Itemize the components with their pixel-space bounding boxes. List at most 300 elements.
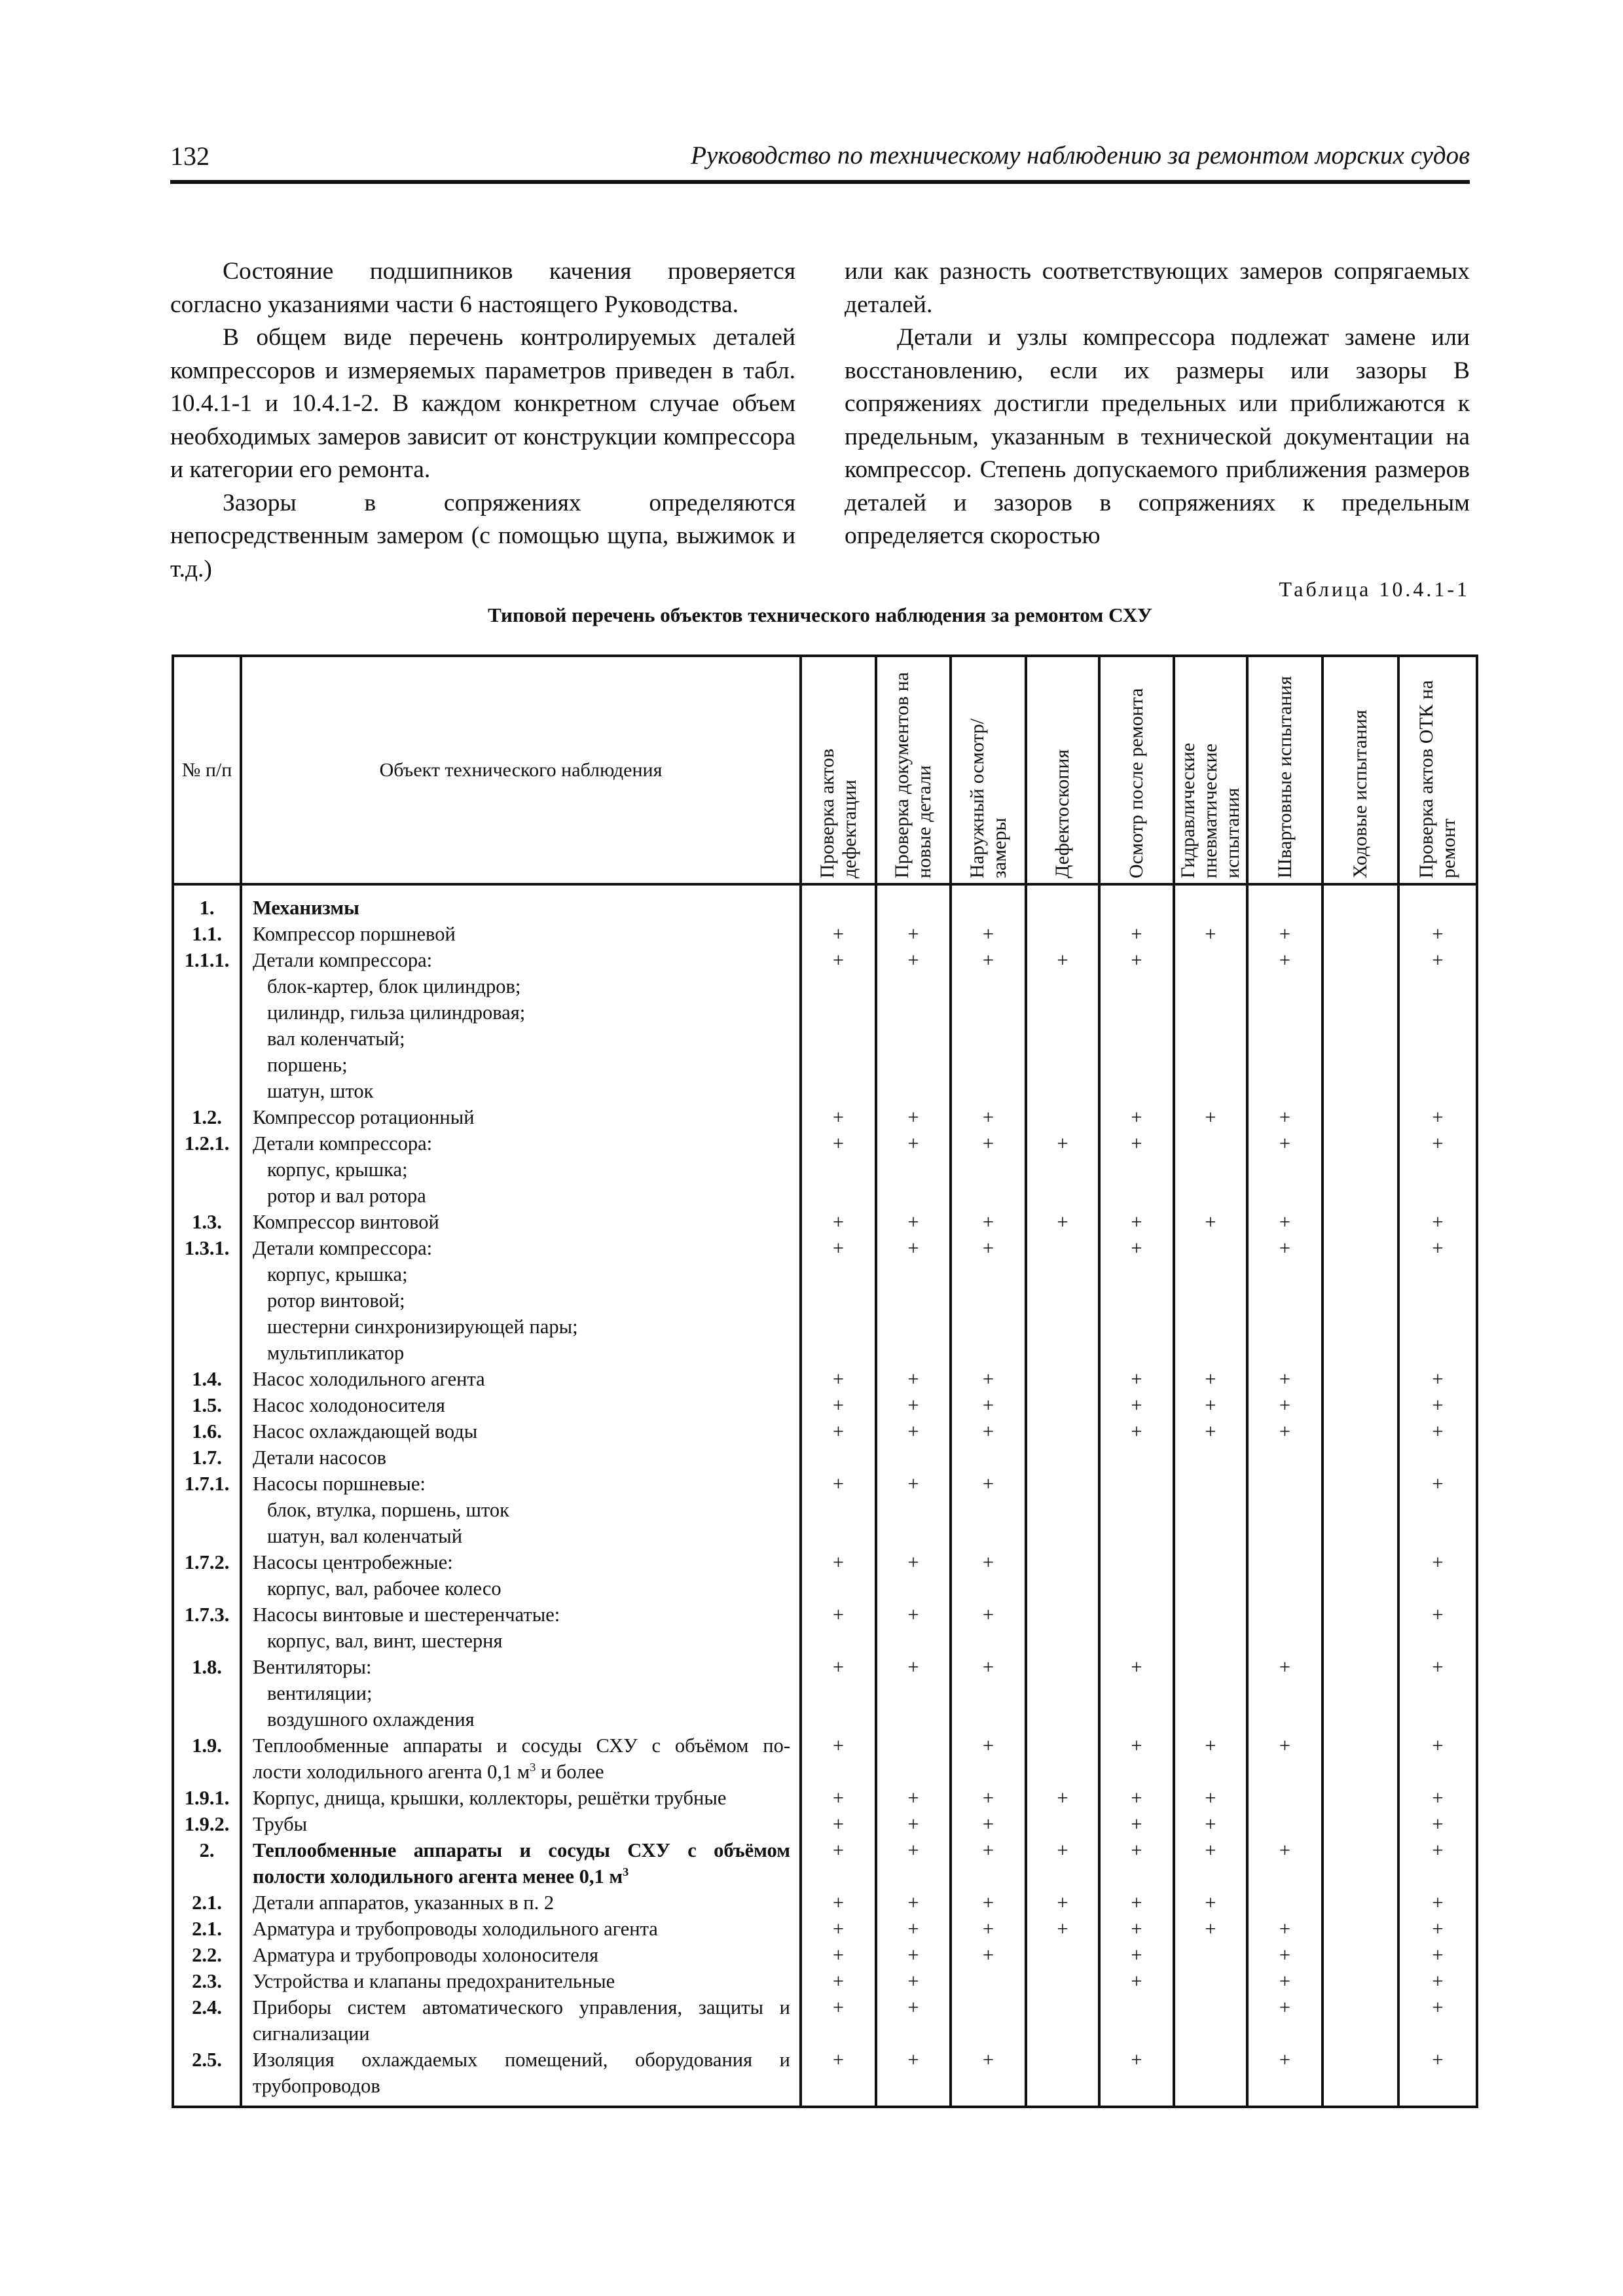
row-number: 1.6. bbox=[173, 1418, 241, 1444]
table-row bbox=[173, 1785, 1477, 1811]
check-mark-cell: + bbox=[801, 1968, 876, 1994]
check-mark-cell: + bbox=[1174, 1104, 1247, 1130]
check-mark-cell: + bbox=[1099, 1837, 1174, 1890]
row-number: 1.3. bbox=[173, 1209, 241, 1235]
check-mark-cell bbox=[1026, 1471, 1099, 1549]
check-mark-cell: + bbox=[801, 921, 876, 947]
object-line: Насосы винтовые и шестеренчатые: bbox=[253, 1604, 560, 1626]
table-row bbox=[173, 884, 1477, 921]
check-mark-cell: + bbox=[1099, 1392, 1174, 1418]
check-mark-cell: + bbox=[951, 1654, 1026, 1732]
check-mark-cell bbox=[951, 1444, 1026, 1471]
object-line: Насос охлаждающей воды bbox=[253, 1420, 478, 1443]
row-object bbox=[241, 1890, 801, 1916]
object-line: Вентиляторы: bbox=[253, 1656, 372, 1678]
check-mark-cell: + bbox=[951, 1942, 1026, 1968]
check-mark-cell: + bbox=[1398, 1235, 1477, 1366]
row-object bbox=[241, 1392, 801, 1418]
check-mark-cell bbox=[1026, 1444, 1099, 1471]
page-number: 132 bbox=[170, 141, 210, 171]
check-mark-cell: + bbox=[876, 1366, 951, 1392]
check-mark-cell bbox=[1322, 1602, 1398, 1654]
check-mark-cell: + bbox=[876, 921, 951, 947]
table-row bbox=[173, 1732, 1477, 1785]
object-subitem: корпус, крышка; bbox=[267, 1263, 408, 1285]
check-mark-cell: + bbox=[1247, 1654, 1322, 1732]
row-object bbox=[241, 1471, 801, 1549]
check-mark-cell: + bbox=[801, 1392, 876, 1418]
table-row bbox=[173, 1418, 1477, 1444]
object-subitem: воздушного охлаждения bbox=[267, 1708, 475, 1731]
check-mark-cell: + bbox=[951, 1785, 1026, 1811]
check-mark-cell bbox=[1174, 2047, 1247, 2107]
header-check bbox=[1174, 656, 1247, 884]
check-mark-cell bbox=[1026, 1994, 1099, 2047]
check-mark-cell: + bbox=[1398, 1732, 1477, 1785]
check-mark-cell: + bbox=[1398, 1209, 1477, 1235]
row-object bbox=[241, 1916, 801, 1942]
object-line: Механизмы bbox=[253, 897, 359, 919]
check-mark-cell bbox=[1026, 1732, 1099, 1785]
check-mark-cell bbox=[1322, 1209, 1398, 1235]
check-mark-cell: + bbox=[876, 1130, 951, 1209]
check-mark-cell: + bbox=[801, 1602, 876, 1654]
check-mark-cell bbox=[1174, 1968, 1247, 1994]
check-mark-cell: + bbox=[1174, 1916, 1247, 1942]
check-mark-cell: + bbox=[876, 1837, 951, 1890]
header-object: Объект технического наблюдения bbox=[241, 656, 801, 884]
table-number: Таблица 10.4.1-1 bbox=[1279, 577, 1470, 601]
check-mark-cell bbox=[1026, 1811, 1099, 1837]
check-mark-cell bbox=[951, 884, 1026, 921]
check-mark-cell: + bbox=[876, 1968, 951, 1994]
check-mark-cell: + bbox=[951, 1209, 1026, 1235]
check-mark-cell: + bbox=[876, 1235, 951, 1366]
row-number: 1.4. bbox=[173, 1366, 241, 1392]
check-mark-cell: + bbox=[951, 2047, 1026, 2107]
check-mark-cell: + bbox=[951, 1235, 1026, 1366]
check-mark-cell bbox=[1322, 1549, 1398, 1602]
row-object bbox=[241, 1732, 801, 1785]
check-mark-cell: + bbox=[951, 1130, 1026, 1209]
table-row bbox=[173, 1994, 1477, 2047]
check-mark-cell: + bbox=[1099, 1732, 1174, 1785]
check-mark-cell: + bbox=[876, 1602, 951, 1654]
table-row bbox=[173, 1602, 1477, 1654]
check-mark-cell bbox=[1099, 1549, 1174, 1602]
object-subitem: блок, втулка, поршень, шток bbox=[267, 1499, 509, 1521]
check-mark-cell: + bbox=[1247, 1235, 1322, 1366]
check-mark-cell: + bbox=[1026, 947, 1099, 1104]
check-mark-cell: + bbox=[1174, 1732, 1247, 1785]
object-line: Детали аппаратов, указанных в п. 2 bbox=[253, 1892, 555, 1914]
check-mark-cell: + bbox=[1099, 1366, 1174, 1392]
check-mark-cell: + bbox=[951, 1471, 1026, 1549]
object-subitem: шатун, вал коленчатый bbox=[267, 1525, 463, 1547]
row-number: 1.9. bbox=[173, 1732, 241, 1785]
check-mark-cell: + bbox=[1026, 1890, 1099, 1916]
check-mark-cell: + bbox=[801, 1235, 876, 1366]
check-mark-cell: + bbox=[1099, 2047, 1174, 2107]
check-mark-cell: + bbox=[1174, 1209, 1247, 1235]
check-mark-cell bbox=[951, 1968, 1026, 1994]
left-column bbox=[170, 255, 795, 586]
check-mark-cell bbox=[1174, 1654, 1247, 1732]
row-object bbox=[241, 2047, 801, 2107]
check-mark-cell: + bbox=[1099, 1209, 1174, 1235]
check-mark-cell bbox=[1174, 1942, 1247, 1968]
object-line: Корпус, днища, крышки, коллекторы, решётки трубные bbox=[253, 1787, 727, 1809]
row-object bbox=[241, 1209, 801, 1235]
check-mark-cell bbox=[1026, 1942, 1099, 1968]
check-mark-cell bbox=[1026, 1104, 1099, 1130]
object-line: Детали компрессора: bbox=[253, 1237, 433, 1259]
table-header-row bbox=[173, 656, 1477, 884]
row-object bbox=[241, 1837, 801, 1890]
check-mark-cell: + bbox=[1099, 1654, 1174, 1732]
page-header bbox=[170, 141, 1470, 184]
row-object bbox=[241, 1418, 801, 1444]
paragraph: В общем виде перечень контролируемых деталей компрессоров и измеряемых параметров приведен в табл. 10.4.1-1 и 10.4.1-2. В каждом конкретном случае объем необходимых замеров зависит от конструкции компрессора и категории его ремонта. bbox=[170, 324, 795, 483]
row-object bbox=[241, 1366, 801, 1392]
object-line: Теплообменные аппараты и сосуды СХУ с объёмом по- bbox=[253, 1734, 790, 1757]
table-row bbox=[173, 1811, 1477, 1837]
row-number: 2.1. bbox=[173, 1916, 241, 1942]
check-mark-cell bbox=[1026, 1654, 1099, 1732]
check-mark-cell bbox=[1398, 1444, 1477, 1471]
check-mark-cell: + bbox=[1398, 1994, 1477, 2047]
check-mark-cell: + bbox=[1398, 1916, 1477, 1942]
header-check bbox=[1026, 656, 1099, 884]
check-mark-cell bbox=[1099, 1444, 1174, 1471]
check-mark-cell bbox=[1099, 884, 1174, 921]
check-mark-cell bbox=[1322, 884, 1398, 921]
object-line: Насос холодоносителя bbox=[253, 1394, 445, 1416]
check-mark-cell: + bbox=[951, 947, 1026, 1104]
check-mark-cell: + bbox=[951, 1916, 1026, 1942]
check-mark-cell: + bbox=[1398, 1471, 1477, 1549]
check-mark-cell: + bbox=[801, 1130, 876, 1209]
check-mark-cell bbox=[1174, 884, 1247, 921]
table-row bbox=[173, 1968, 1477, 1994]
check-mark-cell bbox=[1174, 1130, 1247, 1209]
paragraph: или как разность соответствующих замеров сопрягаемых деталей. bbox=[845, 258, 1470, 318]
row-number: 2.3. bbox=[173, 1968, 241, 1994]
check-mark-cell: + bbox=[1099, 1785, 1174, 1811]
check-mark-cell: + bbox=[1398, 947, 1477, 1104]
object-line: полости холодильного агента менее 0,1 $м^3$ bbox=[253, 1865, 629, 1888]
check-mark-cell bbox=[1322, 1418, 1398, 1444]
check-mark-cell: + bbox=[1174, 1837, 1247, 1890]
check-mark-cell: + bbox=[1099, 1890, 1174, 1916]
table-row bbox=[173, 1130, 1477, 1209]
header-check bbox=[801, 656, 876, 884]
check-mark-cell bbox=[1099, 1602, 1174, 1654]
check-mark-cell: + bbox=[801, 1994, 876, 2047]
check-mark-cell: + bbox=[1398, 1942, 1477, 1968]
object-subitem: вал коленчатый; bbox=[267, 1028, 405, 1050]
object-line: Насосы центробежные: bbox=[253, 1551, 453, 1573]
header-check-label: Проверка актов ОТК на ремонт bbox=[1415, 679, 1459, 878]
check-mark-cell: + bbox=[1398, 1602, 1477, 1654]
check-mark-cell bbox=[1174, 947, 1247, 1104]
row-number: 2.1. bbox=[173, 1890, 241, 1916]
table-row bbox=[173, 1654, 1477, 1732]
body-text bbox=[170, 255, 1470, 583]
row-number: 1.7.1. bbox=[173, 1471, 241, 1549]
check-mark-cell bbox=[1322, 1916, 1398, 1942]
check-mark-cell bbox=[1322, 1942, 1398, 1968]
check-mark-cell bbox=[1322, 947, 1398, 1104]
object-subitem: вентиляции; bbox=[267, 1682, 373, 1704]
check-mark-cell: + bbox=[876, 1549, 951, 1602]
check-mark-cell bbox=[801, 1444, 876, 1471]
row-number: 1.1.1. bbox=[173, 947, 241, 1104]
check-mark-cell: + bbox=[876, 1890, 951, 1916]
check-mark-cell: + bbox=[1398, 2047, 1477, 2107]
check-mark-cell bbox=[1026, 1602, 1099, 1654]
check-mark-cell: + bbox=[1398, 1130, 1477, 1209]
object-line: лости холодильного агента 0,1 $м^3$ и более bbox=[253, 1760, 604, 1783]
object-subitem: шатун, шток bbox=[267, 1080, 374, 1102]
check-mark-cell: + bbox=[1247, 1392, 1322, 1418]
check-mark-cell bbox=[1322, 1471, 1398, 1549]
check-mark-cell bbox=[1247, 1549, 1322, 1602]
table-row bbox=[173, 1104, 1477, 1130]
check-mark-cell bbox=[1247, 884, 1322, 921]
check-mark-cell: + bbox=[876, 1942, 951, 1968]
running-title: Руководство по техническому наблюдению за ремонтом морских судов bbox=[691, 141, 1470, 170]
check-mark-cell: + bbox=[801, 1732, 876, 1785]
check-mark-cell: + bbox=[801, 1418, 876, 1444]
check-mark-cell bbox=[1322, 1392, 1398, 1418]
check-mark-cell: + bbox=[1099, 1916, 1174, 1942]
check-mark-cell bbox=[1026, 1235, 1099, 1366]
check-mark-cell bbox=[1099, 1994, 1174, 2047]
object-subitem: цилиндр, гильза цилиндровая; bbox=[267, 1001, 526, 1024]
check-mark-cell: + bbox=[801, 1837, 876, 1890]
row-object bbox=[241, 1549, 801, 1602]
check-mark-cell: + bbox=[951, 1837, 1026, 1890]
row-number: 1.2. bbox=[173, 1104, 241, 1130]
check-mark-cell: + bbox=[876, 1104, 951, 1130]
row-number: 1.1. bbox=[173, 921, 241, 947]
check-mark-cell: + bbox=[801, 947, 876, 1104]
check-mark-cell bbox=[876, 884, 951, 921]
table-row bbox=[173, 1916, 1477, 1942]
check-mark-cell bbox=[1247, 1811, 1322, 1837]
check-mark-cell: + bbox=[951, 921, 1026, 947]
check-mark-cell: + bbox=[1099, 947, 1174, 1104]
check-mark-cell bbox=[1026, 1366, 1099, 1392]
check-mark-cell: + bbox=[1398, 1104, 1477, 1130]
object-line: Компрессор винтовой bbox=[253, 1211, 439, 1233]
row-number: 1.9.2. bbox=[173, 1811, 241, 1837]
object-subitem: поршень; bbox=[267, 1054, 348, 1076]
row-object bbox=[241, 1654, 801, 1732]
check-mark-cell: + bbox=[1174, 921, 1247, 947]
object-line: Изоляция охлаждаемых помещений, оборудования и bbox=[253, 2049, 790, 2071]
check-mark-cell: + bbox=[1247, 1104, 1322, 1130]
check-mark-cell: + bbox=[1026, 1130, 1099, 1209]
check-mark-cell bbox=[1174, 1235, 1247, 1366]
check-mark-cell: + bbox=[1398, 921, 1477, 947]
check-mark-cell: + bbox=[1174, 1785, 1247, 1811]
check-mark-cell: + bbox=[801, 1104, 876, 1130]
object-line: Компрессор поршневой bbox=[253, 923, 456, 945]
row-object bbox=[241, 1785, 801, 1811]
header-check-label: Ходовые испытания bbox=[1349, 709, 1371, 878]
check-mark-cell: + bbox=[1398, 1837, 1477, 1890]
paragraph: Детали и узлы компрессора подлежат замене или восстановлению, если их размеры или зазоры В сопряжениях достигли предельных или приближаются к предельным, указанным в технической документации на компрессор. Степень допускаемого приближения размеров деталей и зазоров в сопряжениях к предельным определяется скоростью bbox=[845, 324, 1470, 549]
check-mark-cell: + bbox=[876, 1785, 951, 1811]
check-mark-cell bbox=[1174, 1994, 1247, 2047]
check-mark-cell bbox=[1398, 884, 1477, 921]
check-mark-cell bbox=[1322, 1235, 1398, 1366]
object-line: Насосы поршневые: bbox=[253, 1473, 426, 1495]
table-row bbox=[173, 2047, 1477, 2107]
header-check-label: Наружный осмотр/замеры bbox=[966, 718, 1010, 878]
table-row bbox=[173, 1890, 1477, 1916]
object-line: сигнализации bbox=[253, 2022, 370, 2045]
row-object bbox=[241, 1602, 801, 1654]
row-object bbox=[241, 1235, 801, 1366]
object-line: Детали компрессора: bbox=[253, 949, 433, 971]
check-mark-cell bbox=[1247, 1785, 1322, 1811]
check-mark-cell bbox=[1322, 1785, 1398, 1811]
check-mark-cell: + bbox=[801, 1471, 876, 1549]
check-mark-cell: + bbox=[1026, 1916, 1099, 1942]
check-mark-cell: + bbox=[951, 1602, 1026, 1654]
row-object bbox=[241, 1968, 801, 1994]
row-number: 1.7.2. bbox=[173, 1549, 241, 1602]
check-mark-cell bbox=[1099, 1471, 1174, 1549]
object-line: Трубы bbox=[253, 1813, 308, 1835]
header-check-label: Осмотр после ремонта bbox=[1125, 687, 1147, 878]
check-mark-cell: + bbox=[951, 1549, 1026, 1602]
check-mark-cell: + bbox=[1247, 1837, 1322, 1890]
header-check bbox=[876, 656, 951, 884]
object-subitem: блок-картер, блок цилиндров; bbox=[267, 975, 521, 997]
check-mark-cell bbox=[1322, 1444, 1398, 1471]
table-row bbox=[173, 1392, 1477, 1418]
table-row bbox=[173, 921, 1477, 947]
header-check bbox=[1247, 656, 1322, 884]
check-mark-cell bbox=[876, 1732, 951, 1785]
row-number: 1.5. bbox=[173, 1392, 241, 1418]
object-subitem: мультипликатор bbox=[267, 1342, 405, 1364]
header-check-label: Проверка документов на новые детали bbox=[891, 672, 935, 878]
check-mark-cell: + bbox=[1099, 1811, 1174, 1837]
check-mark-cell: + bbox=[876, 1471, 951, 1549]
table-row bbox=[173, 1444, 1477, 1471]
check-mark-cell: + bbox=[1099, 1968, 1174, 1994]
check-mark-cell: + bbox=[1174, 1392, 1247, 1418]
check-mark-cell bbox=[1247, 1890, 1322, 1916]
header-check-label: Швартовные испытания bbox=[1273, 675, 1296, 878]
table-row bbox=[173, 1549, 1477, 1602]
header-check bbox=[1099, 656, 1174, 884]
object-subitem: корпус, вал, винт, шестерня bbox=[267, 1630, 503, 1652]
paragraph: Состояние подшипников качения проверяется согласно указаниями части 6 настоящего Руководства. bbox=[170, 258, 795, 318]
check-mark-cell: + bbox=[1398, 1785, 1477, 1811]
table-caption: Типовой перечень объектов технического наблюдения за ремонтом СХУ bbox=[488, 603, 1152, 626]
check-mark-cell: + bbox=[1398, 1968, 1477, 1994]
check-mark-cell: + bbox=[1398, 1549, 1477, 1602]
header-check bbox=[951, 656, 1026, 884]
check-mark-cell bbox=[951, 1994, 1026, 2047]
header-check-label: Дефектоскопия bbox=[1051, 749, 1073, 878]
check-mark-cell: + bbox=[1247, 1366, 1322, 1392]
check-mark-cell: + bbox=[1174, 1366, 1247, 1392]
check-mark-cell: + bbox=[1398, 1392, 1477, 1418]
paragraph: Зазоры в сопряжениях определяются непосредственным замером (с помощью щупа, выжимок и т.д.) bbox=[170, 489, 795, 583]
check-mark-cell: + bbox=[876, 1916, 951, 1942]
object-line: Приборы систем автоматического управления, защиты и bbox=[253, 1996, 790, 2018]
header-check bbox=[1398, 656, 1477, 884]
check-mark-cell: + bbox=[801, 1890, 876, 1916]
check-mark-cell: + bbox=[801, 1916, 876, 1942]
check-mark-cell: + bbox=[876, 2047, 951, 2107]
check-mark-cell: + bbox=[1099, 921, 1174, 947]
check-mark-cell: + bbox=[1099, 1418, 1174, 1444]
table-row bbox=[173, 1235, 1477, 1366]
check-mark-cell: + bbox=[1398, 1890, 1477, 1916]
check-mark-cell: + bbox=[1099, 1235, 1174, 1366]
check-mark-cell: + bbox=[1398, 1654, 1477, 1732]
check-mark-cell: + bbox=[1398, 1366, 1477, 1392]
object-line: Устройства и клапаны предохранительные bbox=[253, 1970, 615, 1992]
object-subitem: ротор и вал ротора bbox=[267, 1185, 426, 1207]
check-mark-cell: + bbox=[951, 1890, 1026, 1916]
check-mark-cell bbox=[1174, 1471, 1247, 1549]
check-mark-cell bbox=[1026, 1549, 1099, 1602]
check-mark-cell: + bbox=[951, 1811, 1026, 1837]
check-mark-cell: + bbox=[1247, 1418, 1322, 1444]
check-mark-cell: + bbox=[1247, 1942, 1322, 1968]
check-mark-cell: + bbox=[801, 1366, 876, 1392]
check-mark-cell bbox=[1322, 1104, 1398, 1130]
check-mark-cell bbox=[1247, 1471, 1322, 1549]
check-mark-cell: + bbox=[1026, 1837, 1099, 1890]
check-mark-cell bbox=[1026, 1418, 1099, 1444]
check-mark-cell bbox=[1174, 1602, 1247, 1654]
object-line: Компрессор ротационный bbox=[253, 1106, 475, 1128]
check-mark-cell: + bbox=[876, 1654, 951, 1732]
row-object bbox=[241, 1811, 801, 1837]
check-mark-cell bbox=[1322, 1837, 1398, 1890]
row-object bbox=[241, 1994, 801, 2047]
check-mark-cell bbox=[1322, 1994, 1398, 2047]
check-mark-cell: + bbox=[951, 1104, 1026, 1130]
row-object bbox=[241, 1130, 801, 1209]
inspection-table bbox=[172, 655, 1478, 2108]
check-mark-cell: + bbox=[1174, 1890, 1247, 1916]
row-number: 1.9.1. bbox=[173, 1785, 241, 1811]
row-object bbox=[241, 884, 801, 921]
check-mark-cell bbox=[1322, 1366, 1398, 1392]
object-line: Детали насосов bbox=[253, 1446, 386, 1469]
check-mark-cell: + bbox=[876, 947, 951, 1104]
row-number: 1.7. bbox=[173, 1444, 241, 1471]
check-mark-cell: + bbox=[801, 1942, 876, 1968]
object-line: Теплообменные аппараты и сосуды СХУ с объёмом bbox=[253, 1839, 790, 1861]
check-mark-cell: + bbox=[1247, 1732, 1322, 1785]
check-mark-cell: + bbox=[876, 1418, 951, 1444]
check-mark-cell bbox=[1322, 921, 1398, 947]
check-mark-cell: + bbox=[1099, 1104, 1174, 1130]
table-row bbox=[173, 1942, 1477, 1968]
